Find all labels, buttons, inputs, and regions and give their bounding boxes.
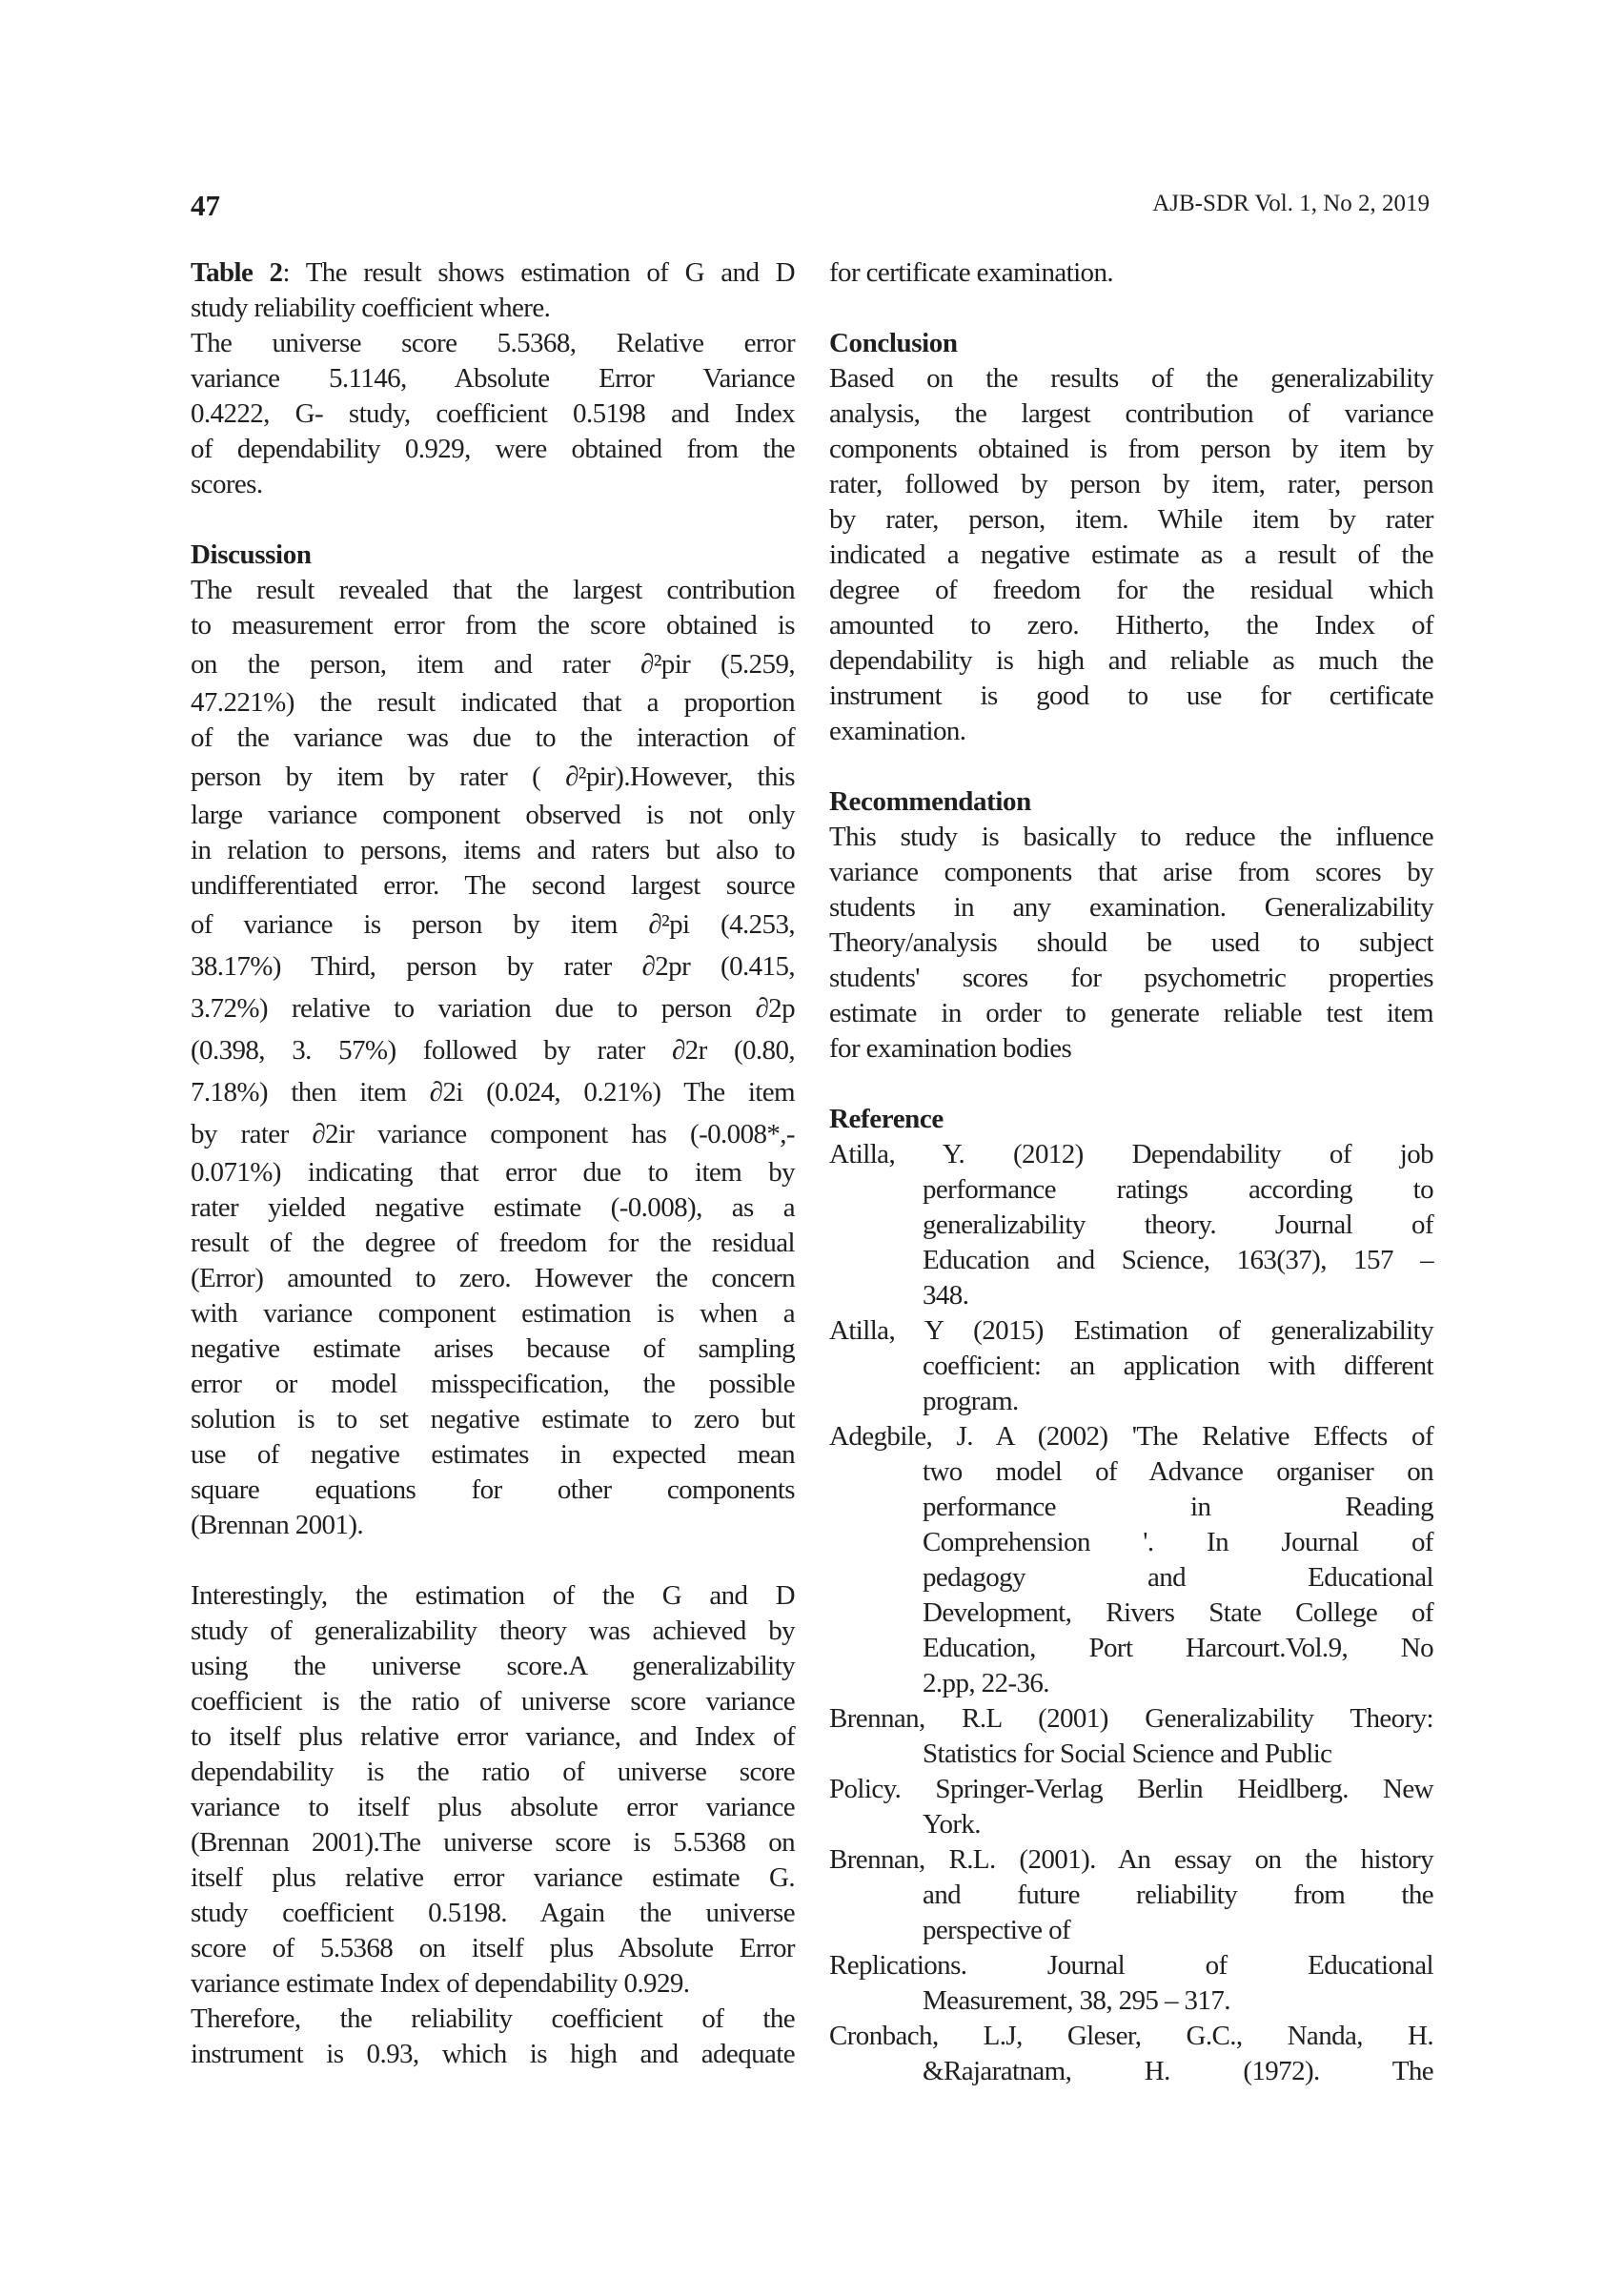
- reference-line: performance ratings according to: [923, 1174, 1433, 1205]
- caption-label: Table 2: [191, 257, 283, 288]
- reference-line: Atilla, Y. (2012) Dependability of job: [829, 1139, 1433, 1169]
- paragraph-line: dependability is the ratio of universe score: [191, 1757, 795, 1787]
- right-column: [829, 255, 1433, 2089]
- caption-line: Table 2: The result shows estimation of G and D: [191, 257, 795, 288]
- paragraph-line: Therefore, the reliability coefficient of the: [191, 2003, 795, 2034]
- reference-line: pedagogy and Educational: [923, 1562, 1433, 1593]
- discussion-line: (0.398, 3. 57%) followed by rater ∂2r (0.80,: [191, 1035, 795, 1066]
- discussion-line: result of the degree of freedom for the residual: [191, 1228, 795, 1258]
- conclusion-line: analysis, the largest contribution of variance: [829, 398, 1433, 429]
- discussion-line: solution is to set negative estimate to zero but: [191, 1404, 795, 1434]
- reference-line: program.: [923, 1386, 1019, 1416]
- reference-entry: [829, 1137, 1433, 1313]
- recommendation-heading: Recommendation: [829, 786, 1031, 817]
- paragraph-line: to itself plus relative error variance, and Index of: [191, 1721, 795, 1752]
- running-head: AJB-SDR Vol. 1, No 2, 2019: [1152, 191, 1430, 216]
- discussion-line: large variance component observed is not only: [191, 800, 795, 830]
- reference-entry: [829, 1772, 1433, 1842]
- paragraph-line: using the universe score.A generalizability: [191, 1651, 795, 1681]
- caption-line: variance 5.1146, Absolute Error Variance: [191, 363, 795, 394]
- paragraph-line: itself plus relative error variance estimate G.: [191, 1862, 795, 1893]
- reference-line: Brennan, R.L (2001) Generalizability Theory:: [829, 1703, 1433, 1734]
- paragraph-line: study coefficient 0.5198. Again the universe: [191, 1898, 795, 1928]
- left-column: [191, 255, 795, 2072]
- reference-entry: [829, 1419, 1433, 1701]
- reference-line: Measurement, 38, 295 – 317.: [923, 1985, 1230, 2016]
- paragraph-line: coefficient is the ratio of universe score variance: [191, 1686, 795, 1717]
- paragraph-line: Interestingly, the estimation of the G and D: [191, 1580, 795, 1611]
- recommendation-line: students in any examination. Generalizability: [829, 892, 1433, 923]
- reference-line: Education and Science, 163(37), 157 –: [923, 1245, 1433, 1275]
- discussion-line: to measurement error from the score obtained is: [191, 610, 795, 640]
- discussion-line: on the person, item and rater ∂²pir (5.259,: [191, 649, 795, 680]
- caption-line: The universe score 5.5368, Relative error: [191, 328, 795, 358]
- conclusion-section: [829, 326, 1433, 749]
- reference-line: 348.: [923, 1280, 969, 1311]
- reference-line: Atilla, Y (2015) Estimation of generalizability: [829, 1315, 1433, 1346]
- discussion-line: 38.17%) Third, person by rater ∂2pr (0.415,: [191, 951, 795, 982]
- caption-line: of dependability 0.929, were obtained from the: [191, 434, 795, 464]
- references-heading: Reference: [829, 1104, 944, 1134]
- reference-line: York.: [923, 1809, 981, 1840]
- reference-entry: [829, 1842, 1433, 1948]
- paragraph-line: study of generalizability theory was achieved by: [191, 1616, 795, 1646]
- reference-line: Adegbile, J. A (2002) 'The Relative Effects of: [829, 1421, 1433, 1452]
- paragraph-line: instrument is 0.93, which is high and adequate: [191, 2039, 795, 2069]
- discussion-line: of the variance was due to the interaction of: [191, 722, 795, 753]
- conclusion-line: by rater, person, item. While item by rater: [829, 504, 1433, 535]
- table-caption: [191, 255, 795, 502]
- discussion-line: square equations for other components: [191, 1474, 795, 1505]
- reference-line: Replications. Journal of Educational: [829, 1950, 1433, 1981]
- conclusion-line: dependability is high and reliable as much the: [829, 645, 1433, 676]
- recommendation-line: for examination bodies: [829, 1033, 1072, 1064]
- conclusion-heading: Conclusion: [829, 328, 958, 358]
- paragraph-line: variance to itself plus absolute error variance: [191, 1792, 795, 1822]
- discussion-line: of variance is person by item ∂²pi (4.253,: [191, 909, 795, 940]
- conclusion-line: Based on the results of the generalizability: [829, 363, 1433, 394]
- page-number: 47: [191, 189, 220, 222]
- reference-line: Comprehension '. In Journal of: [923, 1527, 1433, 1557]
- reference-line: performance in Reading: [923, 1492, 1433, 1522]
- continuation-line: for certificate examination.: [829, 257, 1114, 288]
- recommendation-line: estimate in order to generate reliable test item: [829, 998, 1433, 1028]
- reference-line: Brennan, R.L. (2001). An essay on the history: [829, 1844, 1433, 1875]
- discussion-line: with variance component estimation is when a: [191, 1298, 795, 1329]
- reference-line: Statistics for Social Science and Public: [923, 1738, 1332, 1769]
- reference-line: 2.pp, 22-36.: [923, 1668, 1049, 1698]
- discussion-line: 7.18%) then item ∂2i (0.024, 0.21%) The item: [191, 1077, 795, 1108]
- reference-entry: [829, 1948, 1433, 2019]
- recommendation-line: This study is basically to reduce the influence: [829, 822, 1433, 852]
- interestingly-paragraph: [191, 1578, 795, 2072]
- discussion-line: error or model misspecification, the possible: [191, 1369, 795, 1399]
- caption-line: scores.: [191, 469, 263, 499]
- reference-entry: [829, 1701, 1433, 1772]
- paragraph-line: variance estimate Index of dependability 0.929.: [191, 1968, 690, 1999]
- paragraph-line: (Brennan 2001).The universe score is 5.5368 on: [191, 1827, 795, 1858]
- discussion-line: negative estimate arises because of sampling: [191, 1333, 795, 1364]
- discussion-line: (Brennan 2001).: [191, 1510, 364, 1540]
- paragraph-line: score of 5.5368 on itself plus Absolute Error: [191, 1933, 795, 1963]
- reference-entry: [829, 1313, 1433, 1419]
- discussion-line: by rater ∂2ir variance component has (-0.008*,-: [191, 1119, 795, 1149]
- conclusion-line: indicated a negative estimate as a result of the: [829, 539, 1433, 570]
- discussion-line: 47.221%) the result indicated that a proportion: [191, 687, 795, 718]
- reference-line: Policy. Springer-Verlag Berlin Heidlberg. New: [829, 1774, 1433, 1804]
- reference-entry: [829, 2019, 1433, 2089]
- discussion-line: person by item by rater ( ∂²pir).However, this: [191, 762, 795, 792]
- references-section: [829, 1102, 1433, 2089]
- reference-line: coefficient: an application with different: [923, 1351, 1433, 1381]
- reference-line: Cronbach, L.J, Gleser, G.C., Nanda, H.: [829, 2021, 1433, 2051]
- discussion-line: (Error) amounted to zero. However the concern: [191, 1263, 795, 1293]
- discussion-line: 0.071%) indicating that error due to item by: [191, 1157, 795, 1188]
- recommendation-line: students' scores for psychometric properties: [829, 963, 1433, 993]
- recommendation-section: [829, 784, 1433, 1067]
- conclusion-line: amounted to zero. Hitherto, the Index of: [829, 610, 1433, 640]
- reference-line: Education, Port Harcourt.Vol.9, No: [923, 1633, 1433, 1663]
- discussion-heading: Discussion: [191, 539, 312, 570]
- discussion-section: [191, 538, 795, 1543]
- reference-line: Development, Rivers State College of: [923, 1597, 1433, 1628]
- caption-line: 0.4222, G- study, coefficient 0.5198 and Index: [191, 398, 795, 429]
- conclusion-line: components obtained is from person by item by: [829, 434, 1433, 464]
- caption-line: study reliability coefficient where.: [191, 293, 551, 323]
- conclusion-line: degree of freedom for the residual which: [829, 575, 1433, 605]
- conclusion-line: instrument is good to use for certificate: [829, 681, 1433, 711]
- discussion-line: The result revealed that the largest contribution: [191, 575, 795, 605]
- conclusion-line: examination.: [829, 716, 966, 746]
- reference-line: and future reliability from the: [923, 1880, 1433, 1910]
- reference-line: generalizability theory. Journal of: [923, 1210, 1433, 1240]
- reference-line: &Rajaratnam, H. (1972). The: [923, 2056, 1433, 2086]
- discussion-line: undifferentiated error. The second largest source: [191, 870, 795, 901]
- conclusion-line: rater, followed by person by item, rater, person: [829, 469, 1433, 499]
- recommendation-line: variance components that arise from scores by: [829, 857, 1433, 887]
- reference-line: two model of Advance organiser on: [923, 1456, 1433, 1487]
- discussion-line: rater yielded negative estimate (-0.008), as a: [191, 1192, 795, 1223]
- discussion-line: use of negative estimates in expected mean: [191, 1439, 795, 1470]
- recommendation-line: Theory/analysis should be used to subject: [829, 927, 1433, 958]
- reference-line: perspective of: [923, 1915, 1071, 1945]
- discussion-line: 3.72%) relative to variation due to person ∂2p: [191, 993, 795, 1024]
- discussion-line: in relation to persons, items and raters but also to: [191, 835, 795, 865]
